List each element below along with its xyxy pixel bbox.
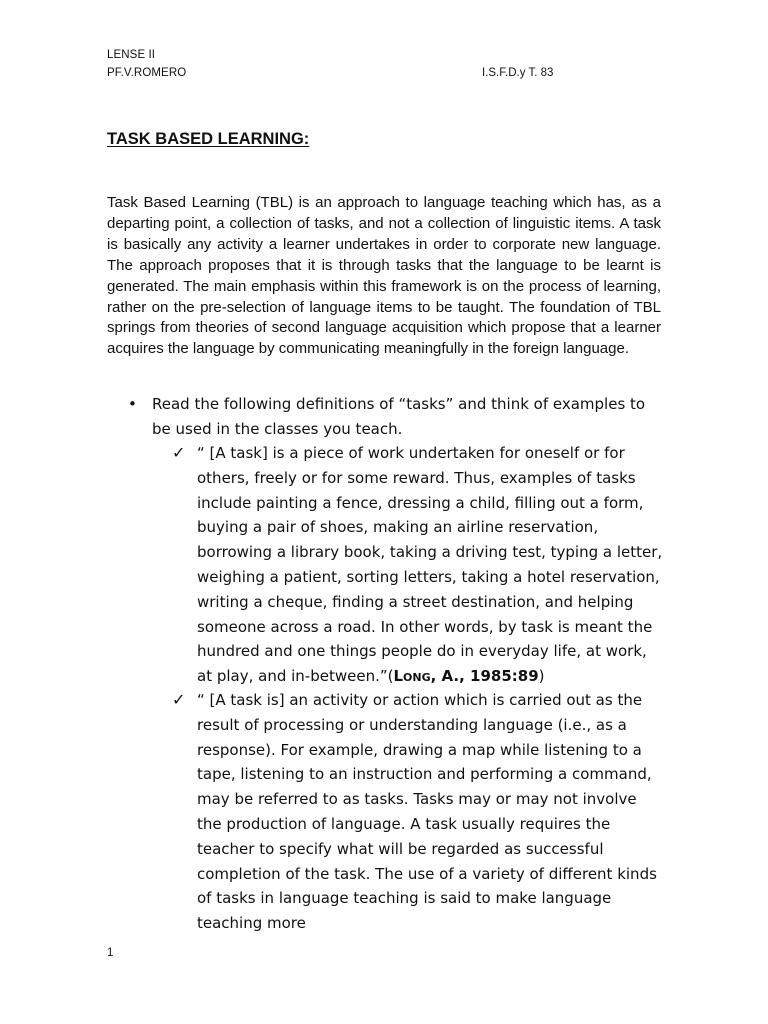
bullet-icon: • [128,395,137,413]
checkmark-icon: ✓ [172,690,186,709]
page-number: 1 [107,947,114,959]
header-course: LENSE II [107,49,156,61]
citation-author: Long [393,667,431,686]
intro-paragraph: Task Based Learning (TBL) is an approach to language teaching which has, as a departing point, a collection of tasks, and not a collection of linguistic items. A task is basically any activity a learner undertakes in order to corporate new language. The approach proposes that it is through tasks that the language to be learnt is generated. The main emphasis within this framework is on the process of learning, rather on the pre-selection of language items to be taught. The foundation of TBL springs from theories of second language acquisition which propose that a learner acquires the language by communicating meaningfully in the foreign language. [107,194,661,358]
definition-quote: “ [A task] is a piece of work undertaken for oneself or for others, freely or for some reward. Thus, examples of tasks include painting a fence, dressing a child, filling out a form, buying a pair of shoes, making an airline reservation, borrowing a library book, taking a driving test, typing a letter, weighing a patient, sorting letters, taking a hotel reservation, writing a cheque, finding a street destination, and helping someone across a road. In other words, by task is meant the hundred and one things people do in everyday life, at work, at play, and in-between.”( [197,444,663,686]
checkmark-icon: ✓ [172,443,186,462]
page-title: TASK BASED LEARNING: [107,130,310,148]
header-institution: I.S.F.D.y T. 83 [482,67,554,79]
citation-close: ) [538,667,545,686]
definition-text: “ [A task is] an activity or action which is carried out as the result of processing or understanding language (i.e., as a response). For example, drawing a map while listening to a tape, listening to an instruction and performing a command, may be referred to as tasks. Tasks may or may not involve the production of language. A task usually requires the teacher to specify what will be regarded as successful completion of the task. The use of a variety of different kinds of tasks in language teaching is said to make language teaching more [197,691,657,933]
header-teacher: PF.V.ROMERO [107,67,187,79]
citation-detail: , A., 1985:89 [430,667,539,686]
definition-text [197,441,663,689]
bullet-text: Read the following definitions of “tasks” and think of examples to be used in the classes you teach. [152,395,646,438]
